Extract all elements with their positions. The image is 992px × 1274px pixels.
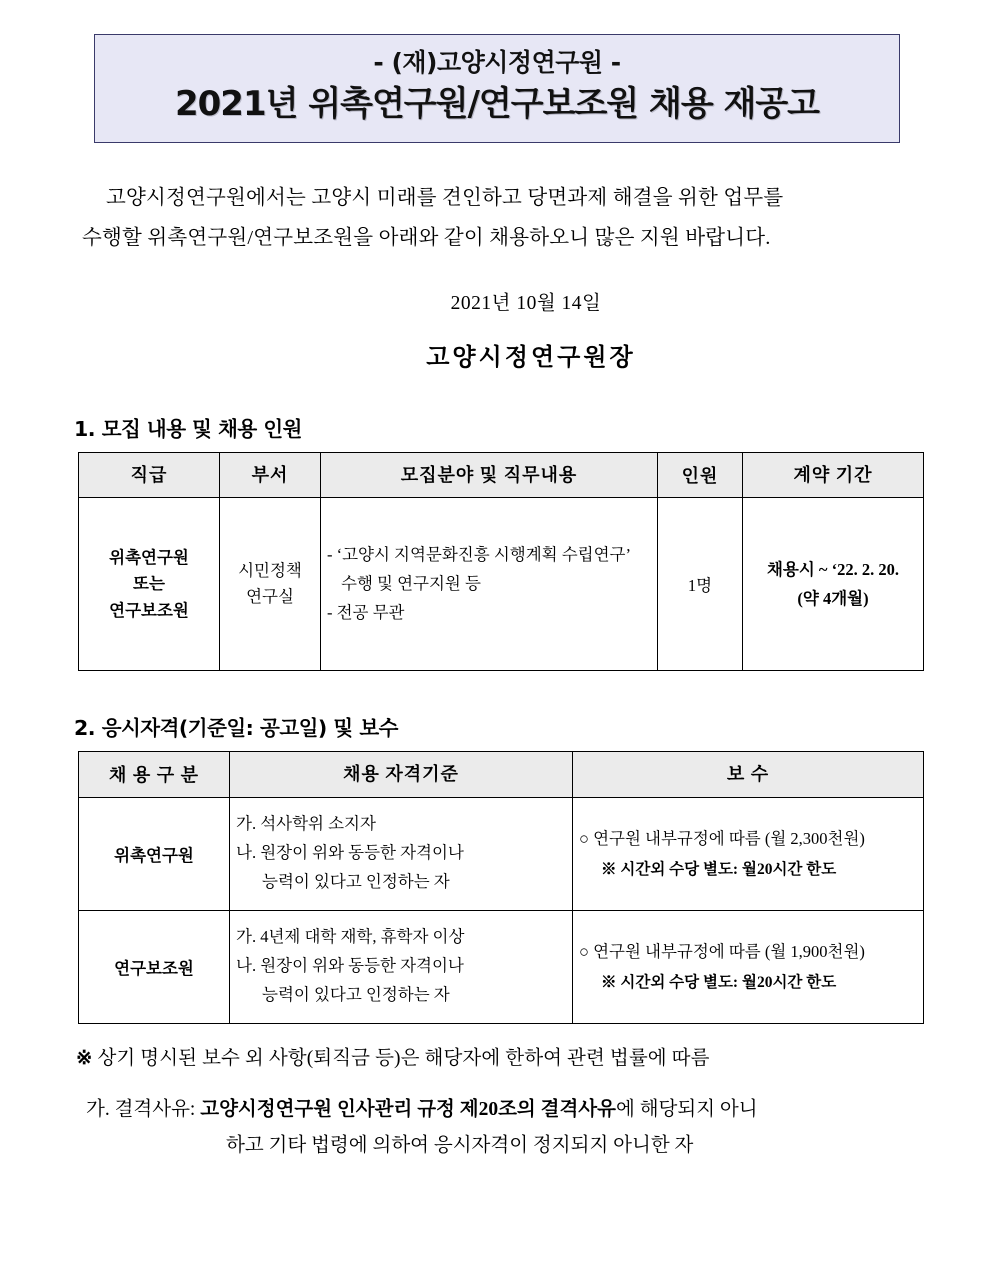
col-grade: 직급 (79, 453, 220, 498)
disqual-continuation: 하고 기타 법령에 의하여 응시자격이 정지되지 아니한 자 (226, 1134, 694, 1156)
duty-line-2: 수행 및 연구지원 등 (341, 573, 481, 593)
qual-line-1: 가. 4년제 대학 재학, 휴학자 이상 (236, 927, 465, 947)
cell-department (220, 498, 321, 671)
cell-qualification (230, 910, 573, 1023)
footnote-mark-icon: ※ (76, 1047, 93, 1069)
grade-line-2: 또는 (133, 574, 165, 594)
cell-employment-type: 연구보조원 (79, 910, 230, 1023)
intro-paragraph (82, 179, 920, 259)
table-row (79, 910, 924, 1023)
qual-line-2: 나. 원장이 위와 동등한 자격이나 (236, 956, 464, 976)
cell-employment-type: 위촉연구원 (79, 797, 230, 910)
cell-headcount: 1명 (658, 498, 743, 671)
qual-line-2: 나. 원장이 위와 동등한 자격이나 (236, 843, 464, 863)
disqualification-note (86, 1092, 930, 1164)
pay-line-2: ※ 시간외 수당 별도: 월20시간 한도 (601, 973, 837, 991)
section-2-heading: 2. 응시자격(기준일: 공고일) 및 보수 (74, 716, 398, 741)
col-headcount: 인원 (658, 453, 743, 498)
term-line-1: 채용시 ~ ‘22. 2. 20. (766, 559, 900, 579)
footnote-text: 상기 명시된 보수 외 사항(퇴직금 등)은 해당자에 한하여 관련 법률에 따름 (97, 1047, 710, 1069)
qual-line-1: 가. 석사학위 소지자 (236, 814, 376, 834)
duty-line-1: - ‘고양시 지역문화진흥 시행계획 수립연구’ (327, 545, 631, 565)
grade-line-1: 위촉연구원 (109, 547, 189, 567)
col-pay: 보 수 (573, 752, 924, 797)
qualification-table (78, 751, 924, 1023)
dept-line-2: 연구실 (246, 587, 294, 607)
cell-qualification (230, 797, 573, 910)
qual-line-3: 능력이 있다고 인정하는 자 (262, 872, 450, 891)
table-row (79, 498, 924, 671)
recruitment-table (78, 452, 924, 671)
title-banner (94, 34, 900, 143)
cell-duties (321, 498, 658, 671)
signature-line: 고양시정연구원장 (426, 345, 636, 372)
table-header-row (79, 453, 924, 498)
term-line-2: (약 4개월) (797, 589, 869, 609)
disqual-rest: 에 해당되지 아니 (615, 1098, 758, 1120)
intro-line-1: 고양시정연구원에서는 고양시 미래를 견인하고 당면과제 해결을 위한 업무를 (106, 187, 784, 210)
cell-pay (573, 910, 924, 1023)
table-header-row (79, 752, 924, 797)
title-main: 2021년 위촉연구원/연구보조원 채용 재공고 (174, 84, 820, 125)
section-1-heading: 1. 모집 내용 및 채용 인원 (74, 417, 302, 442)
dept-line-1: 시민정책 (238, 560, 302, 580)
col-department: 부서 (220, 453, 321, 498)
disqual-emphasis: 고양시정연구원 인사관리 규정 제20조의 결격사유 (200, 1098, 616, 1120)
cell-pay (573, 797, 924, 910)
col-field-duties: 모집분야 및 직무내용 (321, 453, 658, 498)
col-contract-term: 계약 기간 (743, 453, 924, 498)
cell-grade (79, 498, 220, 671)
col-employment-type: 채 용 구 분 (79, 752, 230, 797)
pay-line-1: ○ 연구원 내부규정에 따름 (월 1,900천원) (579, 942, 865, 962)
title-subheading: - (재)고양시정연구원 - (373, 48, 621, 77)
pay-line-2: ※ 시간외 수당 별도: 월20시간 한도 (601, 860, 837, 878)
grade-line-3: 연구보조원 (109, 600, 189, 620)
cell-contract-term (743, 498, 924, 671)
col-qualification: 채용 자격기준 (230, 752, 573, 797)
intro-line-2: 수행할 위촉연구원/연구보조원을 아래와 같이 채용하오니 많은 지원 바랍니다. (82, 227, 771, 250)
announcement-date: 2021년 10월 14일 (450, 293, 602, 315)
qual-line-3: 능력이 있다고 인정하는 자 (262, 985, 450, 1004)
document-page (0, 34, 992, 1274)
pay-footnote (76, 1042, 930, 1070)
disqual-prefix: 가. 결격사유: (86, 1098, 201, 1120)
pay-line-1: ○ 연구원 내부규정에 따름 (월 2,300천원) (579, 829, 865, 849)
table-row (79, 797, 924, 910)
duty-line-3: - 전공 무관 (327, 602, 405, 622)
